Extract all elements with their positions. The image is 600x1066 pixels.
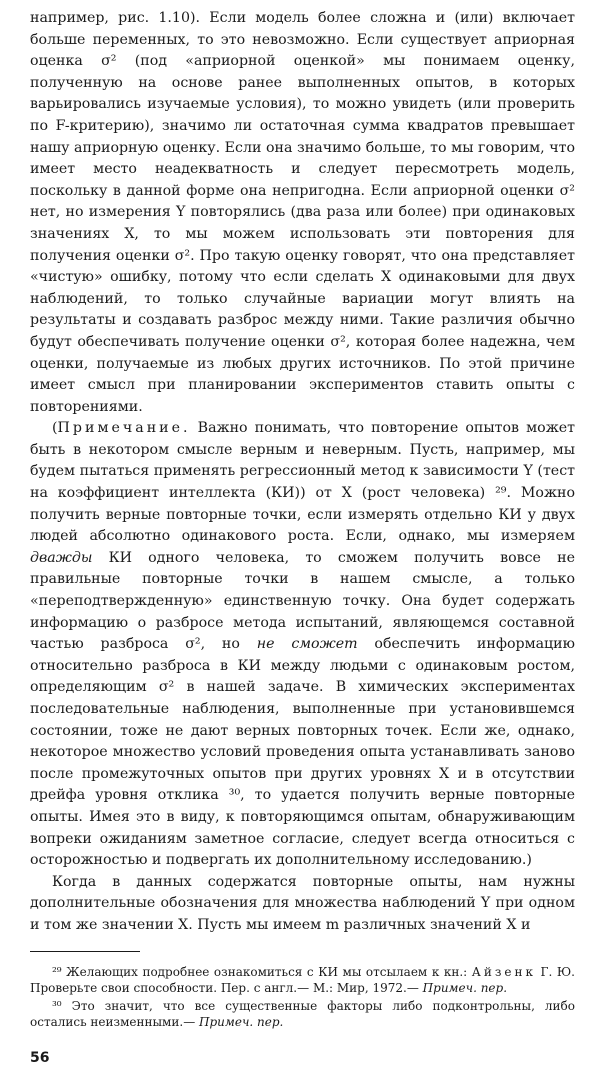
footnote-text: Желающих подробнее ознакомиться с КИ мы отсылаем к кн.:	[61, 964, 472, 979]
footnote-text: Это значит, что все существенные факторы либо подконтрольны, либо остались неизменными.—	[30, 998, 575, 1030]
note-text-part-1: Важно понимать, что повторение опытов может быть в некотором смысле верным и неверным. Пусть, например, мы будем пытаться применять регрессионный метод к зависимости Y (тест на коэффициент интеллекта (КИ)) от X (рост человека) ²⁹. Можно получить верные повторные точки, если измерять отдельно КИ у двух людей абсолютно одинакового роста. Если, однако, мы измеряем	[30, 420, 575, 545]
page-number: 56	[30, 1050, 50, 1066]
note-text-part-3: обеспечить информацию относительно разброса в КИ между людьми с одинаковым ростом, определяющим σ² в нашей задаче. В химических экспериментах последовательные наблюдения, выполненные при установившемся состоянии, тоже не дают верных повторных точек. Если же, однако, некоторое множество условий проведения опыта устанавливать заново после промежуточных опытов при других уровнях X и в отсутствии дрейфа уровня отклика ³⁰, то удается получить верные повторные опыты. Имея это в виду, к повторяющимся опытам, обнаруживающим вопреки ожиданиям заметное согласие, следует всегда относиться с осторожностью и подвергать их дополнительному исследованию.)	[30, 636, 575, 869]
paragraph-note	[30, 418, 575, 871]
footnote-text-2: Г. Ю. Проверьте свои способности. Пер. с англ.— М.: Мир, 1972.—	[30, 964, 575, 995]
footnote-29	[30, 964, 575, 996]
note-emphasis-twice: дважды	[30, 549, 93, 566]
footnotes	[30, 964, 575, 1031]
paragraph-1: например, рис. 1.10). Если модель более сложна и (или) включает больше переменных, то это невозможно. Если существует априорная оценка σ² (под «априорной оценкой» мы понимаем оценку, полученную на основе ранее выполненных опытов, в которых варьировались изучаемые условия), то можно увидеть (или проверить по F-критерию), значимо ли остаточная сумма квадратов превышает нашу априорную оценку. Если она значимо больше, то мы говорим, что имеет место неадекватность и следует пересмотреть модель, поскольку в данной форме она непригодна. Если априорной оценки σ² нет, но измерения Y повторялись (два раза или более) при одинаковых значениях X, то мы можем использовать эти повторения для получения оценки σ². Про такую оценку говорят, что она представляет «чистую» ошибку, потому что если сделать X одинаковыми для двух наблюдений, то только случайные вариации могут влиять на результаты и создавать разброс между ними. Такие различия обычно будут обеспечивать получение оценки σ², которая более надежна, чем оценки, получаемые из любых других источников. По этой причине имеет смысл при планировании экспериментов ставить опыты с повторениями.	[30, 10, 575, 415]
footnote-divider	[30, 951, 140, 952]
note-text-part-2: КИ одного человека, то сможем получить вовсе не правильные повторные точки в нашем смысле, а только «переподтвержденную» единственную точку. Она будет содержать информацию о разбросе метода испытаний, являющемся составной частью разброса σ², но	[30, 549, 575, 653]
translator-note: Примеч. пер.	[199, 1015, 284, 1030]
footnote-author: Айзенк	[471, 964, 536, 979]
footnote-mark: ²⁹	[52, 964, 62, 979]
paragraph-3: Когда в данных содержатся повторные опыты, нам нужны дополнительные обозначения для множества наблюдений Y при одном и том же значении X. Пусть мы имеем m различных значений X и	[30, 873, 575, 933]
note-open-paren: (	[52, 420, 58, 437]
note-emphasis-cannot: не сможет	[256, 636, 358, 653]
translator-note: Примеч. пер.	[422, 980, 508, 995]
main-text	[30, 8, 575, 937]
book-page	[30, 8, 575, 1066]
footnote-30	[30, 998, 575, 1030]
footnote-mark: ³⁰	[52, 998, 62, 1013]
note-label: Примечание.	[57, 420, 191, 437]
